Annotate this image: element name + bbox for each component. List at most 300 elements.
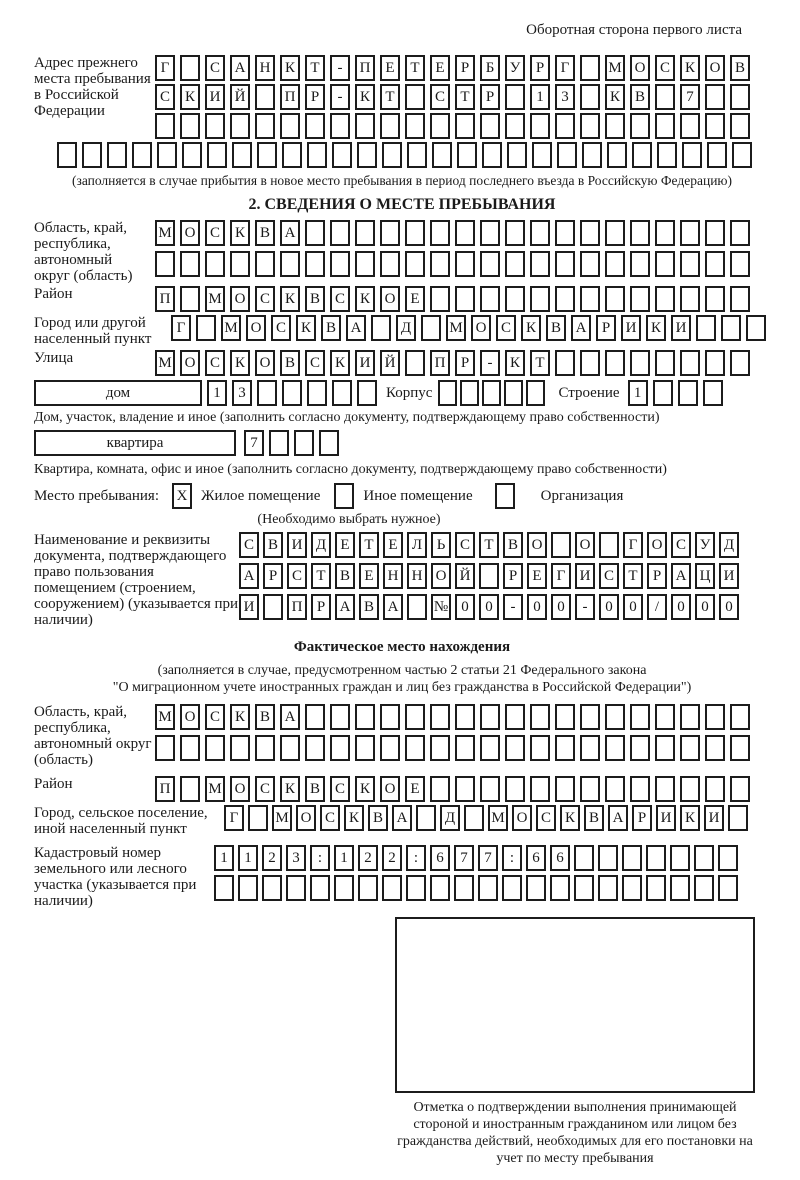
char-cell: 6 xyxy=(526,845,546,871)
char-cell xyxy=(580,350,600,376)
char-cell: К xyxy=(560,805,580,831)
char-cell: Е xyxy=(383,532,403,558)
char-cell xyxy=(630,776,650,802)
char-cell: Ь xyxy=(431,532,451,558)
char-cell: С xyxy=(330,776,350,802)
char-cell: К xyxy=(230,350,250,376)
char-cell xyxy=(655,735,675,761)
house-box: дом xyxy=(34,380,202,406)
char-cell: Л xyxy=(407,532,427,558)
char-cell xyxy=(355,251,375,277)
char-cell: 1 xyxy=(214,845,234,871)
char-cell xyxy=(655,350,675,376)
char-cell xyxy=(455,220,475,246)
char-cell xyxy=(730,113,750,139)
char-cell xyxy=(330,735,350,761)
char-cell: С xyxy=(205,350,225,376)
char-cell xyxy=(382,875,402,901)
char-cell xyxy=(530,251,550,277)
char-cell: 0 xyxy=(527,594,547,620)
document-row-1 xyxy=(239,532,739,558)
char-cell: О xyxy=(296,805,316,831)
char-cell: О xyxy=(630,55,650,81)
char-cell: С xyxy=(320,805,340,831)
char-cell: А xyxy=(671,563,691,589)
char-cell xyxy=(732,142,752,168)
char-cell xyxy=(430,875,450,901)
actual-city-row xyxy=(224,805,748,831)
char-cell: М xyxy=(488,805,508,831)
char-cell: П xyxy=(155,286,175,312)
char-cell: С xyxy=(330,286,350,312)
char-cell: Е xyxy=(405,776,425,802)
char-cell: : xyxy=(502,845,522,871)
char-cell: М xyxy=(155,350,175,376)
char-cell xyxy=(482,380,501,406)
apartment-box: квартира xyxy=(34,430,236,456)
char-cell: Д xyxy=(396,315,416,341)
char-cell xyxy=(355,735,375,761)
char-cell xyxy=(305,220,325,246)
char-cell xyxy=(580,220,600,246)
char-cell xyxy=(555,350,575,376)
char-cell: Р xyxy=(503,563,523,589)
char-cell xyxy=(280,251,300,277)
char-cell: А xyxy=(239,563,259,589)
char-cell: К xyxy=(344,805,364,831)
char-cell xyxy=(598,845,618,871)
char-cell: В xyxy=(630,84,650,110)
char-cell xyxy=(180,286,200,312)
char-cell xyxy=(430,735,450,761)
char-cell xyxy=(180,735,200,761)
city-row xyxy=(171,315,766,341)
char-cell: Е xyxy=(359,563,379,589)
char-cell: 1 xyxy=(530,84,550,110)
char-cell: С xyxy=(671,532,691,558)
char-cell xyxy=(582,142,602,168)
region-row-1 xyxy=(155,220,750,246)
char-cell xyxy=(707,142,727,168)
char-cell xyxy=(530,286,550,312)
char-cell xyxy=(157,142,177,168)
char-cell xyxy=(405,220,425,246)
char-cell: Д xyxy=(440,805,460,831)
actual-region-field xyxy=(34,704,770,768)
char-cell xyxy=(574,845,594,871)
char-cell: В xyxy=(368,805,388,831)
actual-caption-2: "О миграционном учете иностранных граждан и лиц без гражданства в Российской Федерации") xyxy=(112,680,692,695)
region-field xyxy=(34,220,770,284)
char-cell xyxy=(421,315,441,341)
char-cell: 7 xyxy=(478,845,498,871)
char-cell: 2 xyxy=(382,845,402,871)
char-cell xyxy=(405,84,425,110)
char-cell: В xyxy=(255,704,275,730)
char-cell: К xyxy=(180,84,200,110)
char-cell xyxy=(655,776,675,802)
char-cell: С xyxy=(455,532,475,558)
char-cell: Е xyxy=(405,286,425,312)
char-cell xyxy=(580,84,600,110)
char-cell: В xyxy=(584,805,604,831)
char-cell xyxy=(280,735,300,761)
char-cell xyxy=(180,113,200,139)
stay-type-row xyxy=(34,483,770,509)
char-cell xyxy=(730,704,750,730)
char-cell xyxy=(730,776,750,802)
char-cell xyxy=(305,704,325,730)
char-cell: Т xyxy=(359,532,379,558)
street-field xyxy=(34,350,770,376)
char-cell: 1 xyxy=(238,845,258,871)
char-cell xyxy=(479,563,499,589)
char-cell: О xyxy=(180,350,200,376)
char-cell xyxy=(555,735,575,761)
char-cell xyxy=(380,251,400,277)
char-cell xyxy=(380,113,400,139)
char-cell xyxy=(653,380,673,406)
char-cell xyxy=(605,704,625,730)
char-cell: К xyxy=(230,220,250,246)
char-cell: 1 xyxy=(628,380,648,406)
char-cell xyxy=(728,805,748,831)
char-cell: У xyxy=(695,532,715,558)
char-cell xyxy=(555,286,575,312)
char-cell: С xyxy=(255,286,275,312)
char-cell xyxy=(330,704,350,730)
stroenie-row xyxy=(628,380,723,406)
char-cell: В xyxy=(305,286,325,312)
char-cell: К xyxy=(680,55,700,81)
char-cell: В xyxy=(546,315,566,341)
char-cell xyxy=(282,142,302,168)
region-row-2 xyxy=(155,251,750,277)
char-cell xyxy=(305,113,325,139)
char-cell: К xyxy=(355,286,375,312)
char-cell xyxy=(680,350,700,376)
char-cell xyxy=(280,113,300,139)
actual-city-label: Город, сельское поселение, иной населенный пункт xyxy=(34,805,208,837)
char-cell xyxy=(580,776,600,802)
char-cell: Е xyxy=(335,532,355,558)
char-cell xyxy=(598,875,618,901)
char-cell: Т xyxy=(455,84,475,110)
actual-district-field xyxy=(34,776,770,802)
char-cell xyxy=(405,350,425,376)
corner-note: Оборотная сторона первого листа xyxy=(526,22,742,38)
char-cell xyxy=(407,594,427,620)
char-cell xyxy=(310,875,330,901)
section2-title: 2. СВЕДЕНИЯ О МЕСТЕ ПРЕБЫВАНИЯ xyxy=(248,196,556,213)
char-cell xyxy=(180,251,200,277)
char-cell xyxy=(405,704,425,730)
char-cell xyxy=(530,704,550,730)
char-cell xyxy=(155,113,175,139)
char-cell: Т xyxy=(305,55,325,81)
char-cell xyxy=(355,220,375,246)
char-cell xyxy=(680,286,700,312)
char-cell xyxy=(555,704,575,730)
char-cell xyxy=(294,430,314,456)
char-cell xyxy=(238,875,258,901)
char-cell xyxy=(630,350,650,376)
cadastre-field xyxy=(34,845,770,909)
house-row xyxy=(34,380,770,406)
char-cell: Г xyxy=(224,805,244,831)
city-label: Город или другой населенный пункт xyxy=(34,315,152,347)
char-cell xyxy=(680,251,700,277)
char-cell: 0 xyxy=(695,594,715,620)
char-cell xyxy=(551,532,571,558)
char-cell: В xyxy=(335,563,355,589)
char-cell xyxy=(730,735,750,761)
region-label: Область, край, республика, автономный округ (область) xyxy=(34,220,133,284)
char-cell xyxy=(505,735,525,761)
char-cell xyxy=(705,84,725,110)
char-cell: Т xyxy=(380,84,400,110)
char-cell xyxy=(630,286,650,312)
char-cell xyxy=(504,380,523,406)
char-cell: А xyxy=(335,594,355,620)
char-cell xyxy=(305,251,325,277)
char-cell: - xyxy=(575,594,595,620)
char-cell xyxy=(605,350,625,376)
char-cell: Р xyxy=(632,805,652,831)
char-cell: В xyxy=(359,594,379,620)
char-cell xyxy=(705,704,725,730)
char-cell: Е xyxy=(527,563,547,589)
char-cell: Г xyxy=(551,563,571,589)
char-cell: 3 xyxy=(286,845,306,871)
char-cell xyxy=(480,704,500,730)
char-cell xyxy=(380,220,400,246)
char-cell xyxy=(269,430,289,456)
char-cell: - xyxy=(330,55,350,81)
char-cell xyxy=(230,113,250,139)
char-cell xyxy=(526,380,545,406)
char-cell: К xyxy=(505,350,525,376)
char-cell xyxy=(530,776,550,802)
char-cell: В xyxy=(255,220,275,246)
actual-city-field xyxy=(34,805,770,837)
char-cell xyxy=(262,875,282,901)
char-cell xyxy=(605,251,625,277)
char-cell xyxy=(622,875,642,901)
char-cell xyxy=(180,55,200,81)
char-cell: Й xyxy=(380,350,400,376)
char-cell xyxy=(182,142,202,168)
char-cell xyxy=(580,113,600,139)
char-cell xyxy=(455,113,475,139)
char-cell xyxy=(730,251,750,277)
char-cell: П xyxy=(287,594,307,620)
char-cell: А xyxy=(383,594,403,620)
char-cell xyxy=(307,142,327,168)
actual-district-label: Район xyxy=(34,776,73,792)
char-cell: С xyxy=(496,315,516,341)
char-cell: 3 xyxy=(232,380,252,406)
char-cell xyxy=(214,875,234,901)
char-cell xyxy=(680,220,700,246)
char-cell: С xyxy=(287,563,307,589)
prev-address-caption: (заполняется в случае прибытия в новое место пребывания в период последнего въезда в Российскую Федерацию) xyxy=(71,173,733,188)
char-cell xyxy=(416,805,436,831)
char-cell xyxy=(255,251,275,277)
char-cell xyxy=(680,113,700,139)
stay-label-other: Иное помещение xyxy=(363,488,473,504)
char-cell: 0 xyxy=(623,594,643,620)
char-cell: С xyxy=(205,55,225,81)
char-cell: С xyxy=(205,220,225,246)
char-cell: В xyxy=(321,315,341,341)
char-cell: А xyxy=(608,805,628,831)
char-cell xyxy=(655,84,675,110)
char-cell xyxy=(357,380,377,406)
char-cell: С xyxy=(255,776,275,802)
char-cell xyxy=(330,113,350,139)
char-cell: У xyxy=(505,55,525,81)
char-cell xyxy=(464,805,484,831)
char-cell xyxy=(605,113,625,139)
char-cell xyxy=(205,735,225,761)
char-cell: И xyxy=(355,350,375,376)
char-cell xyxy=(380,735,400,761)
char-cell xyxy=(405,251,425,277)
char-cell: И xyxy=(239,594,259,620)
char-cell: Г xyxy=(155,55,175,81)
char-cell: Р xyxy=(455,55,475,81)
char-cell: К xyxy=(280,776,300,802)
char-cell xyxy=(605,776,625,802)
char-cell: О xyxy=(512,805,532,831)
korpus-row xyxy=(438,380,545,406)
char-cell: 0 xyxy=(671,594,691,620)
char-cell: К xyxy=(330,350,350,376)
char-cell xyxy=(305,735,325,761)
prev-address-label: Адрес прежнего места пребывания в Российской Федерации xyxy=(34,55,151,119)
char-cell xyxy=(574,875,594,901)
char-cell xyxy=(730,220,750,246)
char-cell: И xyxy=(575,563,595,589)
char-cell: 2 xyxy=(262,845,282,871)
char-cell: Н xyxy=(383,563,403,589)
char-cell xyxy=(678,380,698,406)
char-cell xyxy=(330,220,350,246)
char-cell: Т xyxy=(623,563,643,589)
char-cell: М xyxy=(272,805,292,831)
char-cell: Р xyxy=(647,563,667,589)
char-cell: В xyxy=(280,350,300,376)
char-cell xyxy=(430,113,450,139)
cadastre-row-2 xyxy=(214,875,738,901)
char-cell xyxy=(721,315,741,341)
actual-region-label: Область, край, республика, автономный округ (область) xyxy=(34,704,152,768)
char-cell xyxy=(455,251,475,277)
stay-type-label: Место пребывания: xyxy=(34,488,159,504)
char-cell xyxy=(746,315,766,341)
char-cell: А xyxy=(280,220,300,246)
char-cell xyxy=(480,113,500,139)
char-cell xyxy=(230,735,250,761)
char-cell: Т xyxy=(405,55,425,81)
char-cell xyxy=(655,251,675,277)
char-cell xyxy=(255,84,275,110)
char-cell: К xyxy=(680,805,700,831)
actual-region-row-2 xyxy=(155,735,750,761)
char-cell: Р xyxy=(455,350,475,376)
char-cell: 0 xyxy=(719,594,739,620)
char-cell: К xyxy=(355,776,375,802)
char-cell: О xyxy=(431,563,451,589)
apartment-field xyxy=(34,430,770,456)
char-cell xyxy=(607,142,627,168)
district-field xyxy=(34,286,770,312)
char-cell: 0 xyxy=(455,594,475,620)
char-cell xyxy=(482,142,502,168)
char-cell: И xyxy=(287,532,307,558)
char-cell: И xyxy=(719,563,739,589)
stay-label-residential: Жилое помещение xyxy=(201,488,321,504)
char-cell xyxy=(630,113,650,139)
char-cell xyxy=(480,776,500,802)
char-cell xyxy=(655,220,675,246)
char-cell xyxy=(380,704,400,730)
char-cell xyxy=(705,113,725,139)
confirmation-box xyxy=(395,917,755,1093)
char-cell: Й xyxy=(455,563,475,589)
char-cell xyxy=(555,220,575,246)
char-cell xyxy=(507,142,527,168)
char-cell: : xyxy=(406,845,426,871)
char-cell xyxy=(207,142,227,168)
char-cell xyxy=(257,142,277,168)
char-cell xyxy=(455,286,475,312)
char-cell xyxy=(557,142,577,168)
char-cell: 1 xyxy=(207,380,227,406)
korpus-label: Корпус xyxy=(386,385,433,401)
char-cell xyxy=(407,142,427,168)
char-cell: Г xyxy=(555,55,575,81)
char-cell: О xyxy=(180,704,200,730)
char-cell xyxy=(718,845,738,871)
char-cell xyxy=(680,776,700,802)
char-cell: 6 xyxy=(430,845,450,871)
char-cell: И xyxy=(205,84,225,110)
document-row-2 xyxy=(239,563,739,589)
char-cell: Р xyxy=(311,594,331,620)
char-cell xyxy=(355,704,375,730)
char-cell: 3 xyxy=(555,84,575,110)
char-cell xyxy=(505,704,525,730)
char-cell: Е xyxy=(380,55,400,81)
char-cell xyxy=(730,286,750,312)
char-cell xyxy=(505,84,525,110)
stay-checkbox-residential: X xyxy=(172,483,192,509)
char-cell: 6 xyxy=(550,845,570,871)
char-cell xyxy=(460,380,479,406)
char-cell: - xyxy=(480,350,500,376)
char-cell xyxy=(730,350,750,376)
char-cell xyxy=(555,776,575,802)
char-cell: М xyxy=(155,704,175,730)
char-cell xyxy=(705,776,725,802)
char-cell xyxy=(580,251,600,277)
char-cell: С xyxy=(655,55,675,81)
char-cell xyxy=(532,142,552,168)
char-cell: Н xyxy=(255,55,275,81)
char-cell xyxy=(622,845,642,871)
